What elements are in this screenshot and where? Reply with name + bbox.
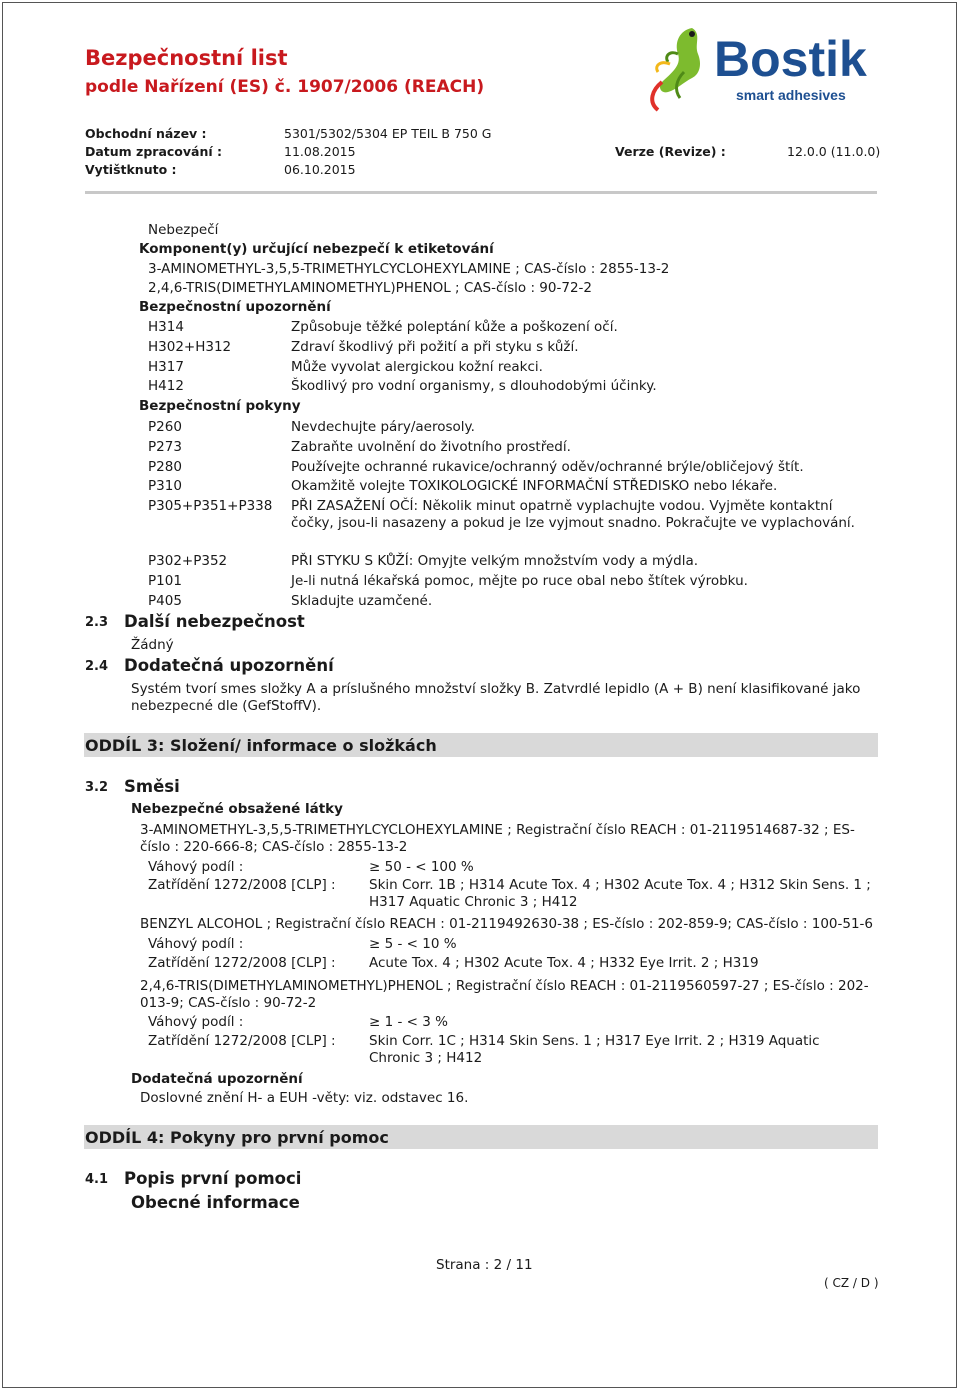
p-code: P310: [148, 478, 182, 494]
section-title: Směsi: [124, 777, 180, 796]
weight-label: Váhový podíl :: [148, 859, 244, 875]
p-statements-heading: Bezpečnostní pokyny: [139, 398, 301, 414]
substances-heading: Nebezpečné obsažené látky: [131, 801, 343, 817]
p-text: Skladujte uzamčené.: [291, 593, 433, 609]
date-value: 11.08.2015: [284, 144, 356, 159]
p-code: P305+P351+P338: [148, 498, 273, 514]
section-number: 4.1: [85, 1172, 109, 1187]
weight-value: ≥ 50 - < 100 %: [369, 859, 474, 875]
weight-label: Váhový podíl :: [148, 1014, 244, 1030]
component-item: 3-AMINOMETHYL-3,5,5-TRIMETHYLCYCLOHEXYLAMINE ; CAS-číslo : 2855-13-2: [148, 261, 670, 277]
document-subtitle: podle Nařízení (ES) č. 1907/2006 (REACH): [85, 77, 485, 97]
p-code: P302+P352: [148, 553, 228, 569]
bostik-logo: [640, 20, 880, 120]
classification-value: Skin Corr. 1B ; H314 Acute Tox. 4 ; H302 Acute Tox. 4 ; H312 Skin Sens. 1 ; H317 Aquatic Chronic 3 ; H412: [369, 877, 871, 910]
section-title: Další nebezpečnost: [124, 612, 305, 631]
section-4-bar: [84, 1125, 878, 1149]
classification-label: Zatřídění 1272/2008 [CLP] :: [148, 877, 336, 893]
p-text: Nevdechujte páry/aerosoly.: [291, 419, 475, 435]
p-code: P280: [148, 459, 182, 475]
h-code: H302+H312: [148, 339, 232, 355]
p-code: P273: [148, 439, 182, 455]
version-label: Verze (Revize) :: [615, 144, 726, 159]
section-number: 2.4: [85, 659, 109, 674]
section-text: Žádný: [131, 637, 174, 653]
p-text: Zabraňte uvolnění do životního prostředí.: [291, 439, 571, 455]
p-code: P101: [148, 573, 182, 589]
classification-value: Skin Corr. 1C ; H314 Skin Sens. 1 ; H317 Eye Irrit. 2 ; H319 Aquatic Chronic 3 ; H412: [369, 1033, 820, 1066]
trade-name-label: Obchodní název :: [85, 126, 207, 141]
section-3-title: ODDÍL 3: Složení/ informace o složkách: [85, 736, 437, 755]
p-text: PŘI ZASAŽENÍ OČÍ: Několik minut opatrně vyplachujte vodou. Vyjměte kontaktní čočky, jsou-li nasazeny a pokud je lze vyjmout snadno. Pokračujte ve vyplachování.: [291, 498, 855, 531]
h-statements-heading: Bezpečnostní upozornění: [139, 299, 331, 315]
section-title: Popis první pomoci: [124, 1169, 302, 1188]
section-3-bar: [84, 733, 878, 757]
section-number: 2.3: [85, 615, 109, 630]
section-number: 3.2: [85, 780, 109, 795]
classification-value: Acute Tox. 4 ; H302 Acute Tox. 4 ; H332 Eye Irrit. 2 ; H319: [369, 955, 759, 971]
weight-label: Váhový podíl :: [148, 936, 244, 952]
p-code: P405: [148, 593, 182, 609]
extra-heading: Dodatečná upozornění: [131, 1071, 303, 1087]
printed-label: Vytištknuto :: [85, 162, 177, 177]
printed-value: 06.10.2015: [284, 162, 356, 177]
header-divider: [85, 191, 877, 194]
trade-name-value: 5301/5302/5304 EP TEIL B 750 G: [284, 126, 492, 141]
substance-name: 2,4,6-TRIS(DIMETHYLAMINOMETHYL)PHENOL ; Registrační číslo REACH : 01-2119560597-27 ; ES-číslo : 202-013-9; CAS-číslo : 90-72-2: [140, 978, 869, 1011]
h-code: H314: [148, 319, 184, 335]
document-title: Bezpečnostní list: [85, 46, 288, 70]
components-heading: Komponent(y) určující nebezpečí k etiketování: [139, 241, 494, 257]
date-label: Datum zpracování :: [85, 144, 222, 159]
substance-name: BENZYL ALCOHOL ; Registrační číslo REACH : 01-2119492630-38 ; ES-číslo : 202-859-9; CAS-číslo : 100-51-6: [140, 916, 874, 932]
extra-text: Doslovné znění H- a EUH -věty: viz. odstavec 16.: [140, 1090, 469, 1106]
p-text: Používejte ochranné rukavice/ochranný oděv/ochranné brýle/obličejový štít.: [291, 459, 804, 475]
p-code: P260: [148, 419, 182, 435]
brand-tagline: smart adhesives: [736, 87, 846, 103]
signal-word: Nebezpečí: [148, 222, 219, 238]
weight-value: ≥ 5 - < 10 %: [369, 936, 457, 952]
page-number: Strana : 2 / 11: [436, 1257, 533, 1273]
section-title: Dodatečná upozornění: [124, 656, 334, 675]
locale-code: ( CZ / D ): [824, 1276, 879, 1290]
section-subtitle: Obecné informace: [131, 1193, 300, 1212]
classification-label: Zatřídění 1272/2008 [CLP] :: [148, 1033, 336, 1049]
classification-label: Zatřídění 1272/2008 [CLP] :: [148, 955, 336, 971]
brand-name: Bostik: [714, 31, 867, 87]
h-text: Může vyvolat alergickou kožní reakci.: [291, 359, 543, 375]
gecko-icon: [652, 28, 700, 110]
version-value: 12.0.0 (11.0.0): [787, 144, 881, 159]
section-text: Systém tvorí smes složky A a príslušného množství složky B. Zatvrdlé lepidlo (A + B) není klasifikované jako nebezpecné dle (GefStoffV).: [131, 681, 861, 714]
h-text: Škodlivý pro vodní organismy, s dlouhodobými účinky.: [291, 378, 657, 394]
section-4-title: ODDÍL 4: Pokyny pro první pomoc: [85, 1128, 389, 1147]
h-text: Zdraví škodlivý při požití a při styku s kůží.: [291, 339, 579, 355]
substance-name: 3-AMINOMETHYL-3,5,5-TRIMETHYLCYCLOHEXYLAMINE ; Registrační číslo REACH : 01-2119514687-32 ; ES-číslo : 220-666-8; CAS-číslo : 2855-13-2: [140, 822, 855, 855]
p-text: Okamžitě volejte TOXIKOLOGICKÉ INFORMAČNÍ STŘEDISKO nebo lékaře.: [291, 478, 778, 494]
component-item: 2,4,6-TRIS(DIMETHYLAMINOMETHYL)PHENOL ; CAS-číslo : 90-72-2: [148, 280, 592, 296]
weight-value: ≥ 1 - < 3 %: [369, 1014, 448, 1030]
p-text: Je-li nutná lékařská pomoc, mějte po ruce obal nebo štítek výrobku.: [291, 573, 748, 589]
h-text: Způsobuje těžké poleptání kůže a poškození očí.: [291, 319, 618, 335]
h-code: H412: [148, 378, 184, 394]
p-text: PŘI STYKU S KŮŽÍ: Omyjte velkým množstvím vody a mýdla.: [291, 553, 699, 569]
h-code: H317: [148, 359, 184, 375]
